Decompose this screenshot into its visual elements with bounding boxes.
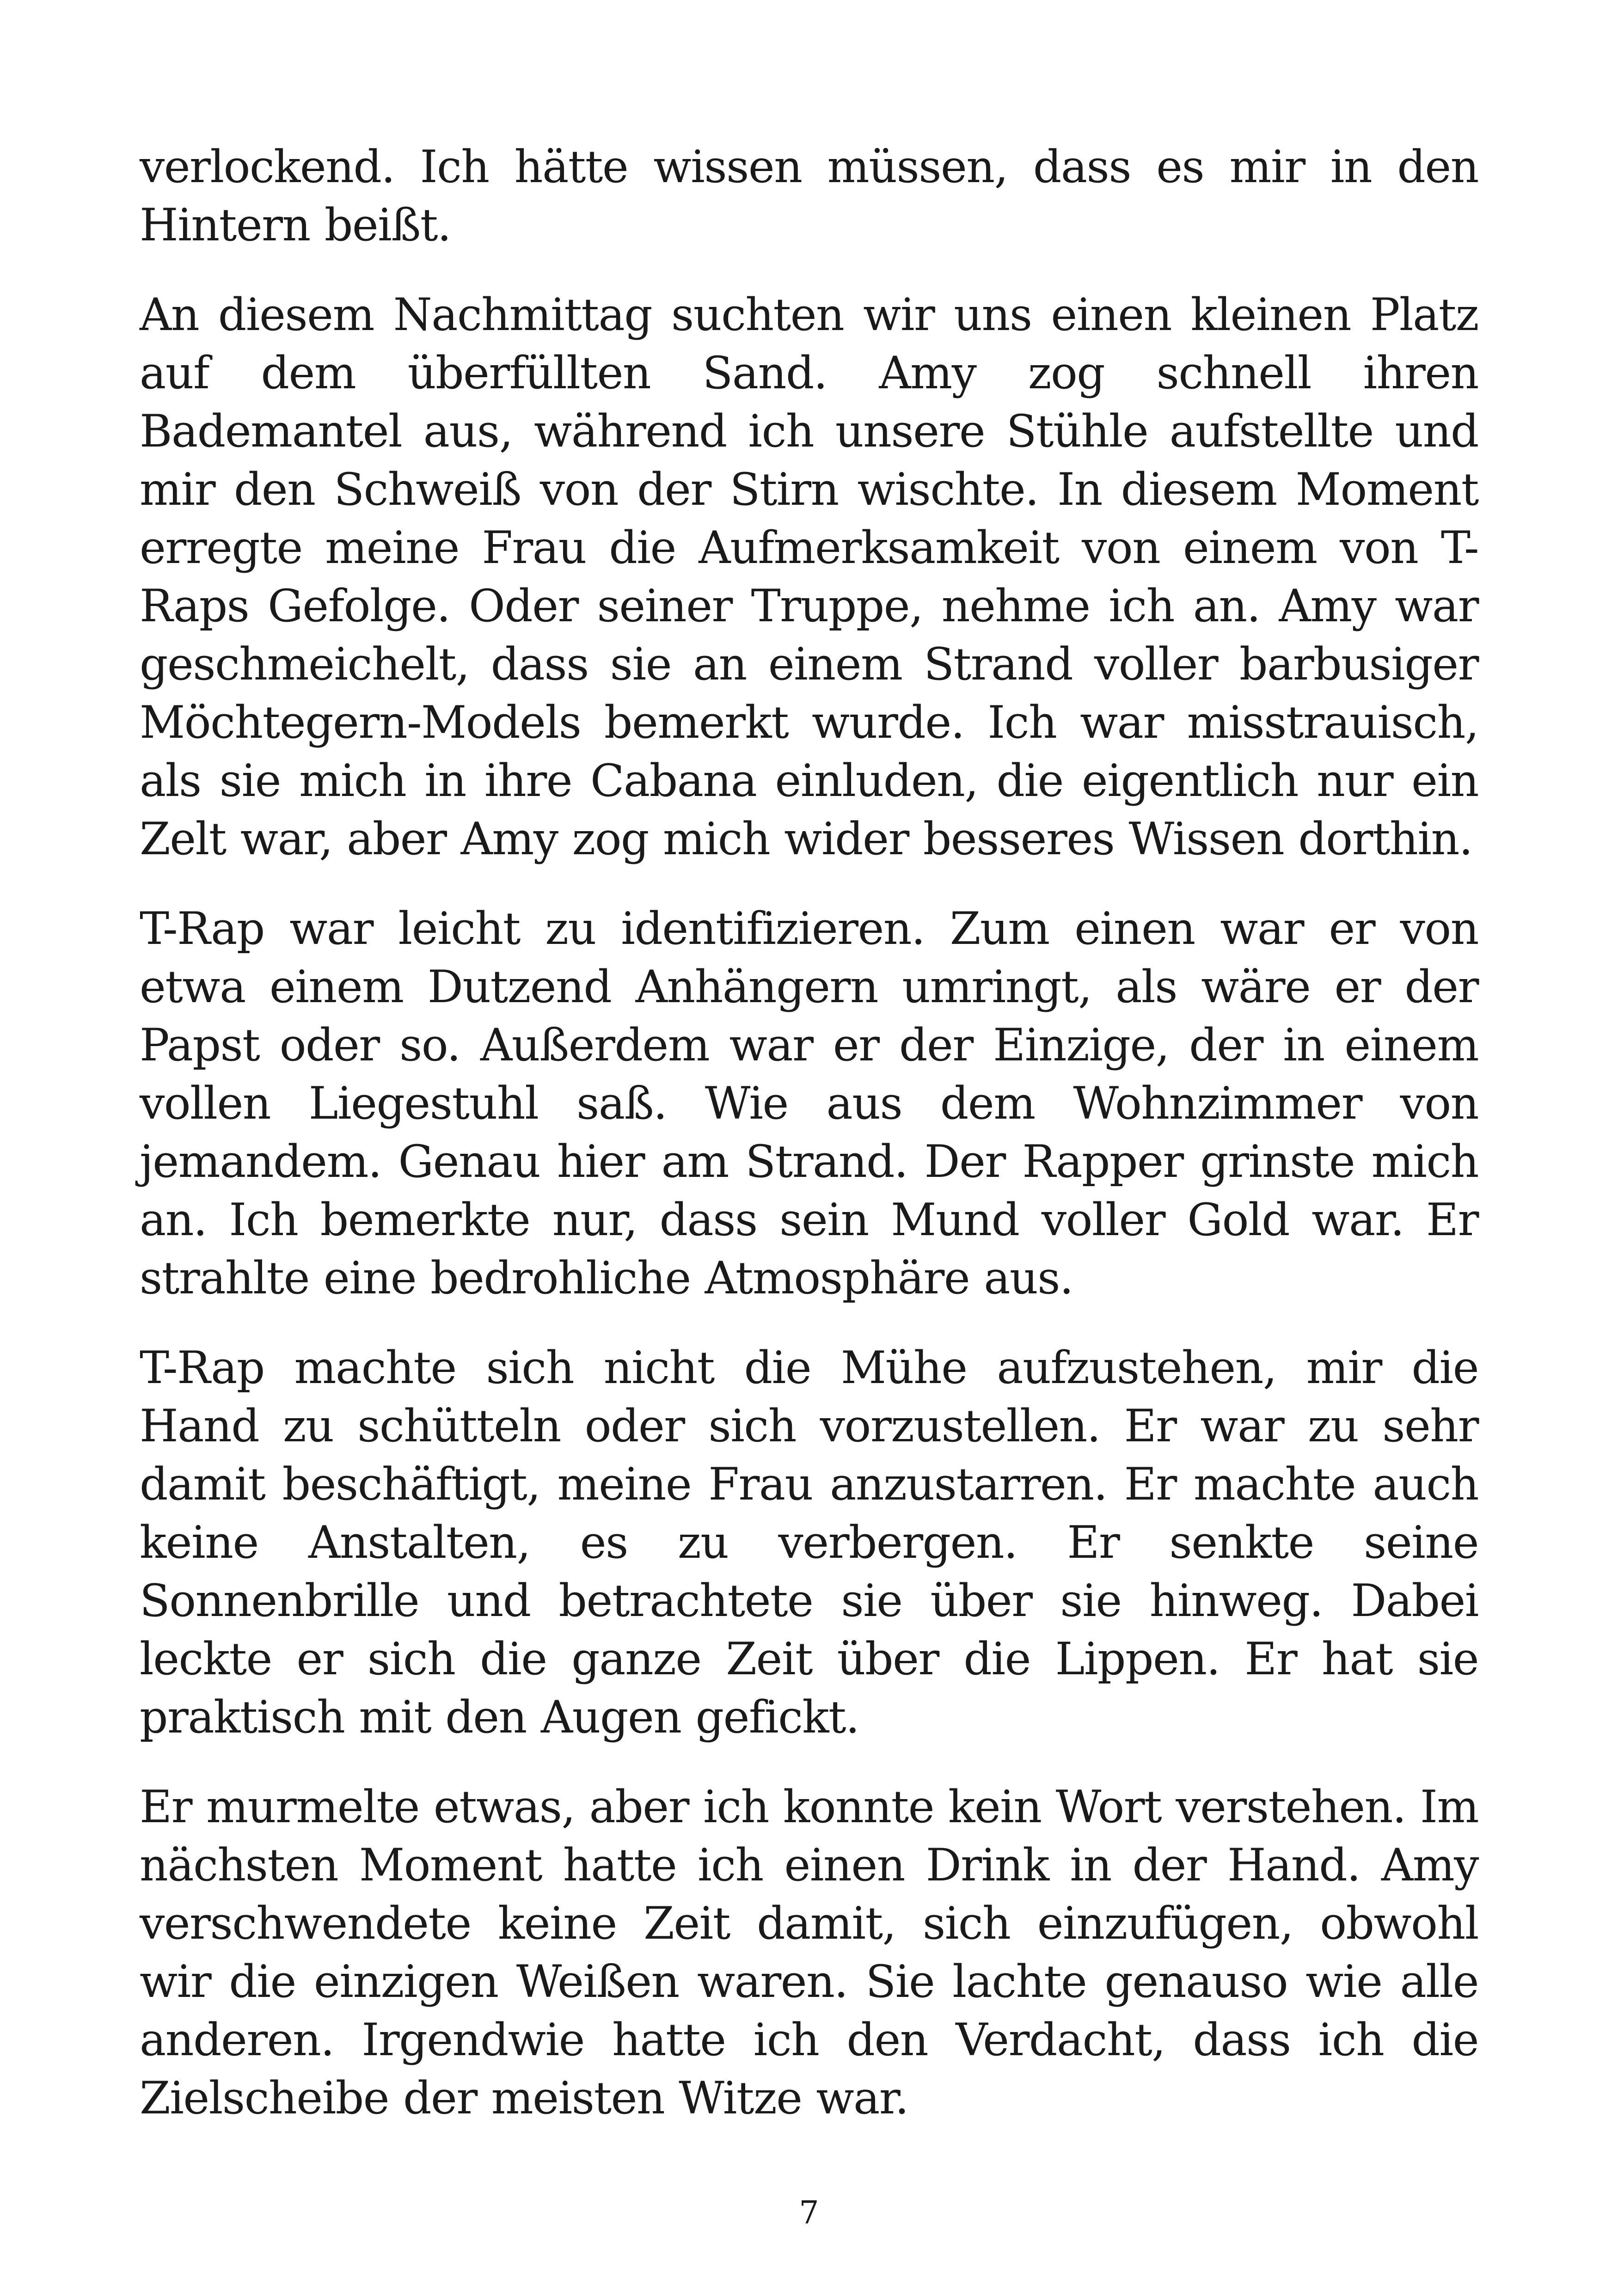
page-number: 7 xyxy=(799,2195,819,2231)
body-text xyxy=(140,138,1478,2159)
paragraph-3: T-Rap war leicht zu identifizieren. Zum einen war er von etwa einem Dutzend Anhängern umringt, als wäre er der Papst oder so. Außerdem war er der Einzige, der in einem vollen Liegestuhl saß. Wie aus dem Wohnzimmer von jemandem. Genau hier am Strand. Der Rapper grinste mich an. Ich bemerkte nur, dass sein Mund voller Gold war. Er strahlte eine bedrohliche Atmosphäre aus. xyxy=(140,903,1478,1304)
paragraph-2: An diesem Nachmittag suchten wir uns einen kleinen Platz auf dem überfüllten Sand. Amy zog schnell ihren Bademantel aus, während ich unsere Stühle aufstellte und mir den Schweiß von der Stirn wischte. In diesem Moment erregte meine Frau die Aufmerksamkeit von einem von T-Raps Gefolge. Oder seiner Truppe, nehme ich an. Amy war geschmeichelt, dass sie an einem Strand voller barbusiger Möchtegern-Models bemerkt wurde. Ich war misstrauisch, als sie mich in ihre Cabana einluden, die eigentlich nur ein Zelt war, aber Amy zog mich wider besseres Wissen dorthin. xyxy=(140,289,1478,865)
paragraph-1: verlockend. Ich hätte wissen müssen, dass es mir in den Hintern beißt. xyxy=(140,141,1478,251)
paragraph-5: Er murmelte etwas, aber ich konnte kein Wort verstehen. Im nächsten Moment hatte ich einen Drink in der Hand. Amy verschwendete keine Zeit damit, sich einzufügen, obwohl wir die einzigen Weißen waren. Sie lachte genauso wie alle anderen. Irgendwie hatte ich den Verdacht, dass ich die Zielscheibe der meisten Witze war. xyxy=(140,1781,1478,2124)
paragraph-4: T-Rap machte sich nicht die Mühe aufzustehen, mir die Hand zu schütteln oder sich vorzustellen. Er war zu sehr damit beschäftigt, meine Frau anzustarren. Er machte auch keine Anstalten, es zu verbergen. Er senkte seine Sonnenbrille und betrachtete sie über sie hinweg. Dabei leckte er sich die ganze Zeit über die Lippen. Er hat sie praktisch mit den Augen gefickt. xyxy=(140,1342,1478,1743)
